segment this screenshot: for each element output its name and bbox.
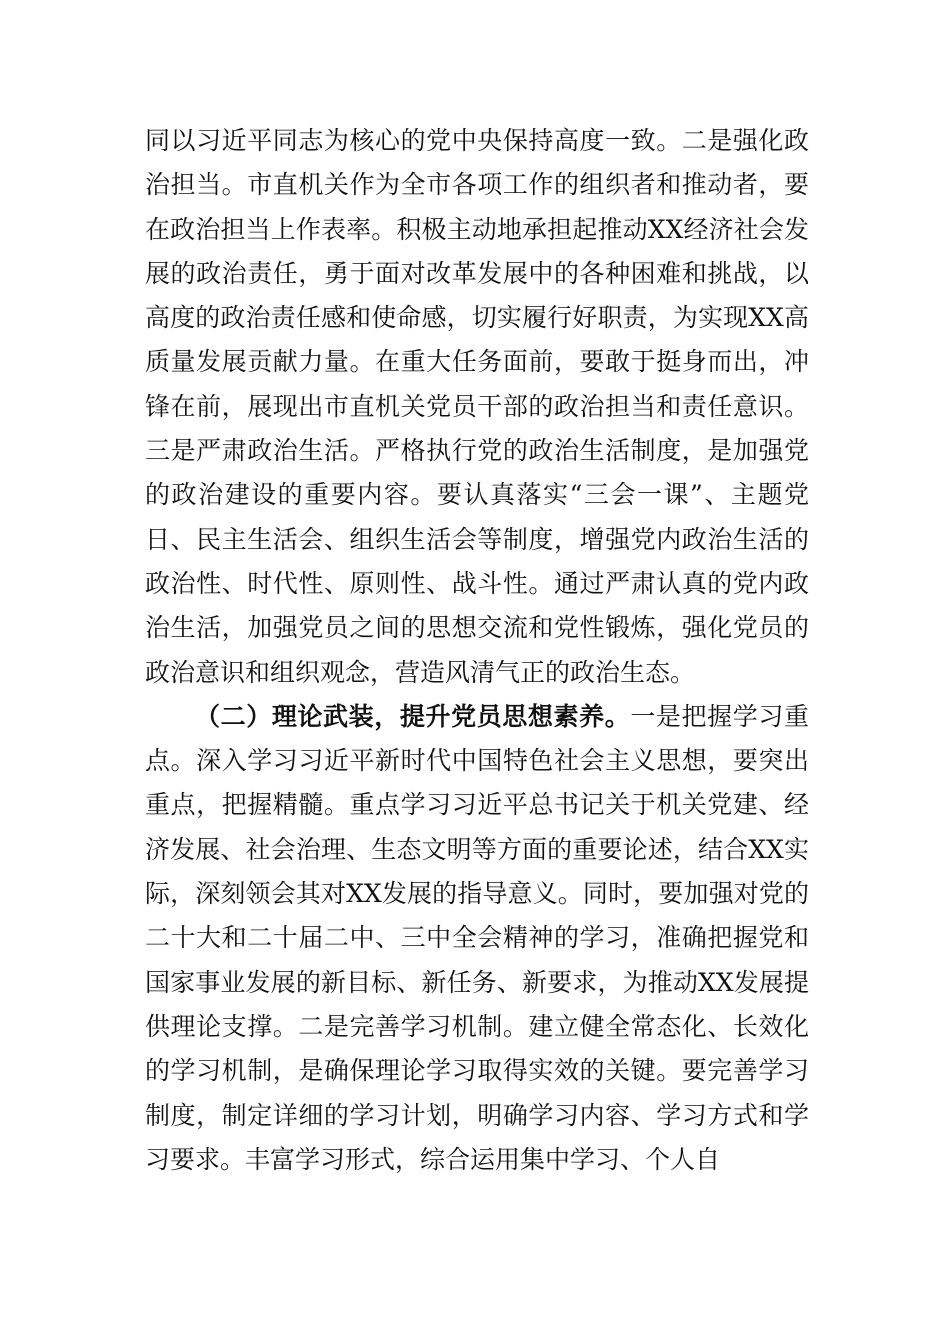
body-paragraph-1	[145, 119, 809, 695]
paragraph-1-text: 同以习近平同志为核心的党中央保持高度一致。二是强化政治担当。市直机关作为全市各项工作的组织者和推动者，要在政治担当上作表率。积极主动地承担起推动XX经济社会发展的政治责任，勇于面对改革发展中的各种困难和挑战，以高度的政治责任感和使命感，切实履行好职责，为实现XX高质量发展贡献力量。在重大任务面前，要敢于挺身而出，冲锋在前，展现出市直机关党员干部的政治担当和责任意识。三是严肃政治生活。严格执行党的政治生活制度，是加强党的政治建设的重要内容。要认真落实“三会一课”、主题党日、民主生活会、组织生活会等制度，增强党内政治生活的政治性、时代性、原则性、战斗性。通过严肃认真的党内政治生活，加强党员之间的思想交流和党性锻炼，强化党员的政治意识和组织观念，营造风清气正的政治生态。	[145, 126, 809, 687]
body-paragraph-2	[145, 695, 809, 1182]
paragraph-2-text: 一是把握学习重点。深入学习习近平新时代中国特色社会主义思想，要突出重点，把握精髓。重点学习习近平总书记关于机关党建、经济发展、社会治理、生态文明等方面的重要论述，结合XX实际，深刻领会其对XX发展的指导意义。同时，要加强对党的二十大和二十届二中、三中全会精神的学习，准确把握党和国家事业发展的新目标、新任务、新要求，为推动XX发展提供理论支撑。二是完善学习机制。建立健全常态化、长效化的学习机制，是确保理论学习取得实效的关键。要完善学习制度，制定详细的学习计划，明确学习内容、学习方式和学习要求。丰富学习形式，综合运用集中学习、个人自	[145, 701, 809, 1174]
section-heading-theory: （二）理论武装，提升党员思想素养。	[195, 701, 631, 731]
document-body	[145, 119, 809, 1182]
